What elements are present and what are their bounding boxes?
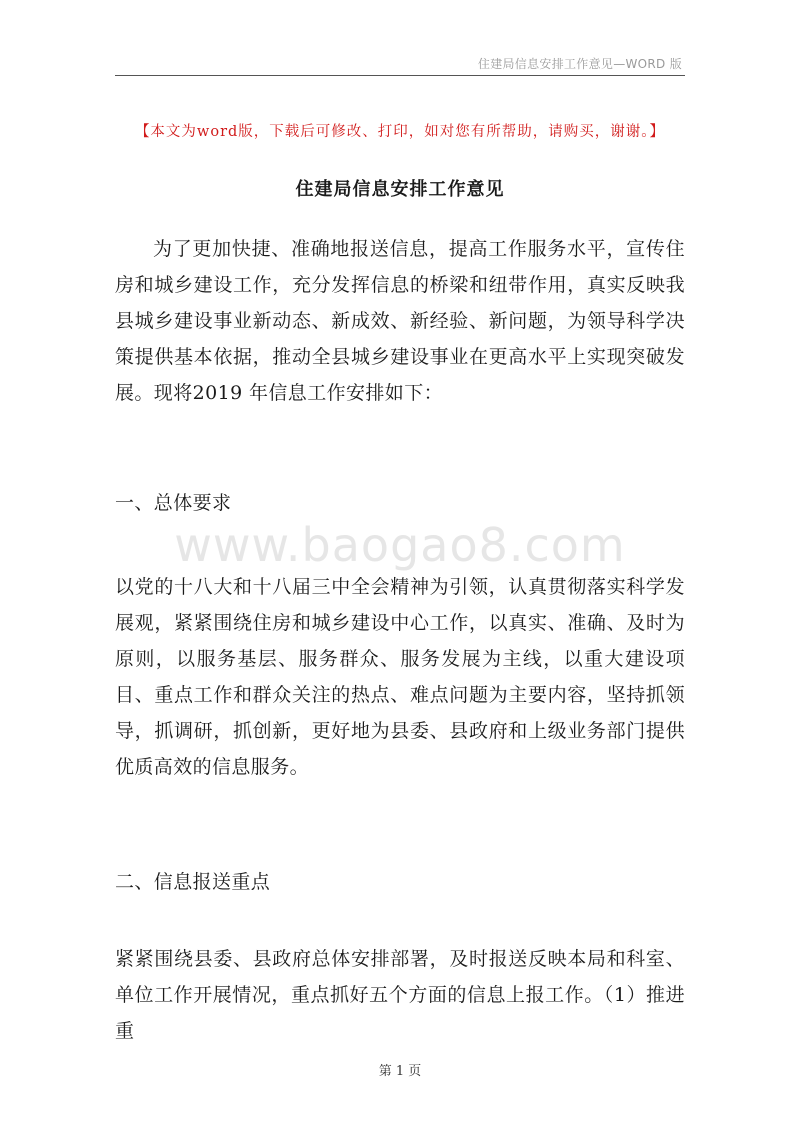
watermark: www.baogao8.com — [174, 518, 626, 572]
running-header: 住建局信息安排工作意见—WORD 版 — [477, 57, 682, 71]
reporting-focus-paragraph: 紧紧围绕县委、县政府总体安排部署，及时报送反映本局和科室、单位工作开展情况，重点抓好五个方面的信息上报工作。（1）推进重 — [115, 948, 685, 1042]
document-title: 住建局信息安排工作意见 — [295, 179, 505, 200]
general-requirements-paragraph: 以党的十八大和十八届三中全会精神为引领，认真贯彻落实科学发展观，紧紧围绕住房和城乡建设中心工作，以真实、准确、及时为原则，以服务基层、服务群众、服务发展为主线，以重大建设项目、重点工作和群众关注的热点、难点问题为主要内容，坚持抓领导，抓调研，抓创新，更好地为县委、县政府和上级业务部门提供优质高效的信息服务。 — [115, 576, 685, 778]
purchase-notice: 【本文为word版，下载后可修改、打印，如对您有所帮助，请购买，谢谢。】 — [134, 124, 666, 140]
page-number: 第 1 页 — [378, 1064, 422, 1079]
header-divider — [115, 75, 685, 76]
intro-paragraph: 为了更加快捷、准确地报送信息，提高工作服务水平，宣传住房和城乡建设工作，充分发挥信息的桥梁和纽带作用，真实反映我县城乡建设事业新动态、新成效、新经验、新问题，为领导科学决策提供基本依据，推动全县城乡建设事业在更高水平上实现突破发展。现将2019 年信息工作安排如下： — [115, 238, 685, 404]
section-heading-reporting-focus: 二、信息报送重点 — [115, 871, 271, 893]
section-heading-general-requirements: 一、总体要求 — [115, 492, 232, 514]
